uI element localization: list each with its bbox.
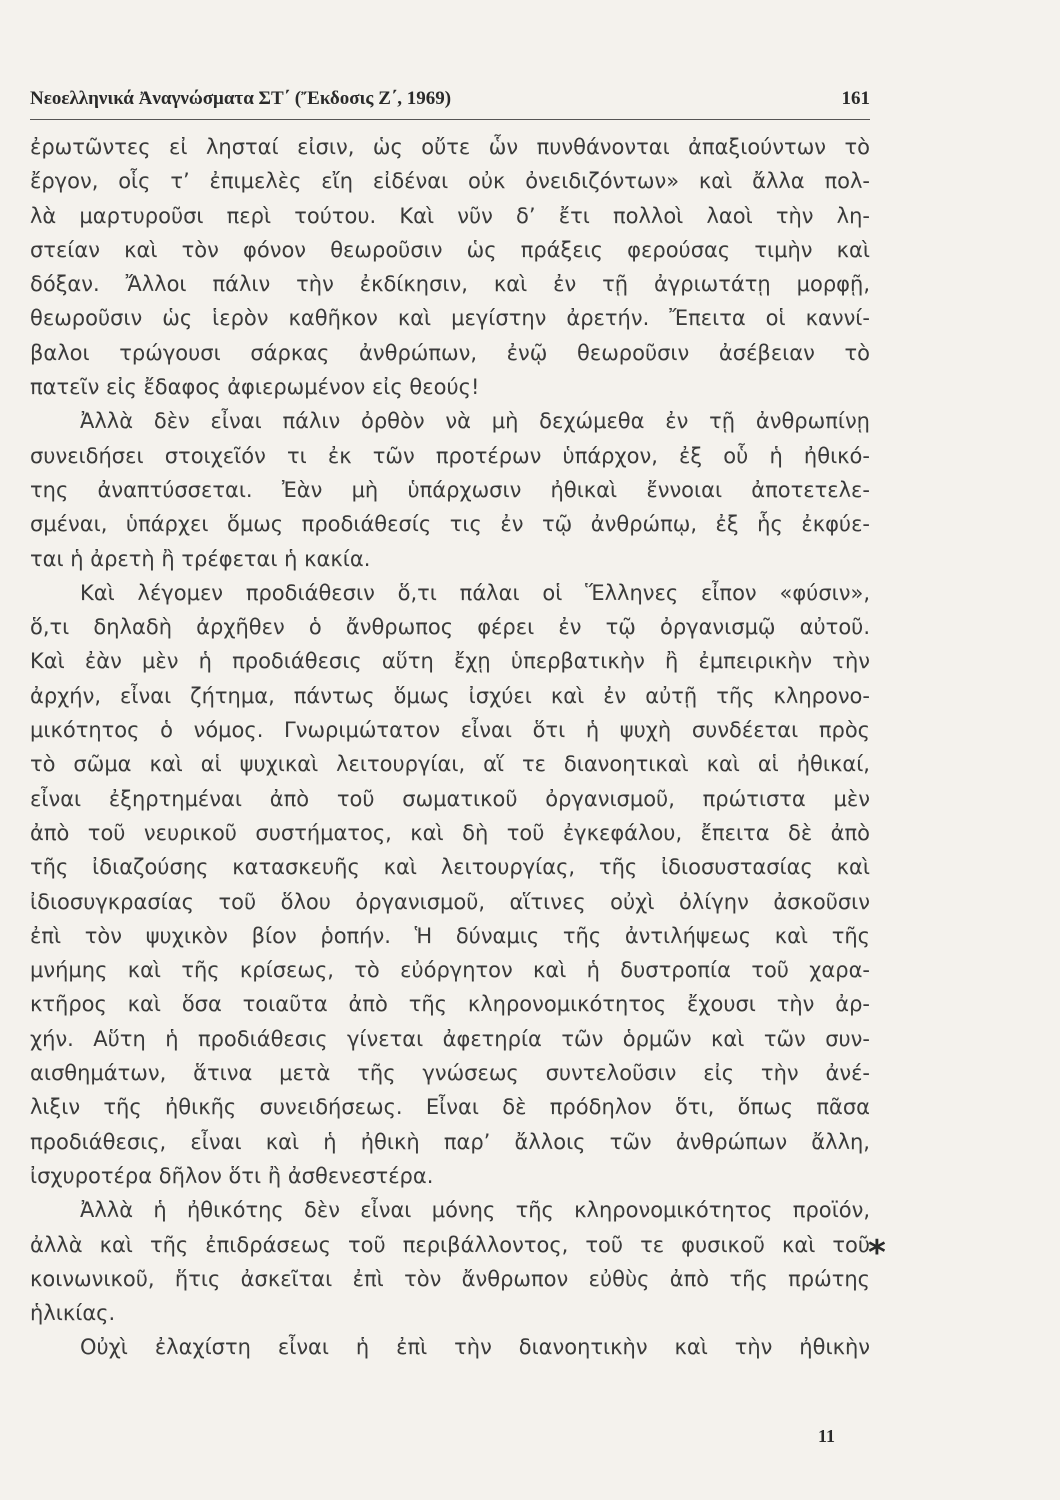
text-line: πατεῖν εἰς ἔδαφος ἀφιερωμένον εἰς θεούς! (30, 375, 480, 400)
text-line: στείαν καὶ τὸν φόνον θεωροῦσιν ὡς πράξεις φερούσας τιμὴν καὶ (30, 237, 870, 262)
signature-mark: 11 (818, 1426, 836, 1446)
margin-asterisk: * (868, 1233, 886, 1273)
text-line: ἔργον, οἷς τ’ ἐπιμελὲς εἴη εἰδέναι οὐκ ὀνειδιζόντων» καὶ ἄλλα πολ- (30, 169, 870, 194)
text-line: τῆς ἰδιαζούσης κατασκευῆς καὶ λειτουργίας, τῆς ἰδιοσυστασίας καὶ (30, 855, 870, 880)
text-line: Ἀλλὰ δὲν εἶναι πάλιν ὀρθὸν νὰ μὴ δεχώμεθα ἐν τῇ ἀνθρωπίνῃ (80, 409, 870, 434)
text-line: μικότητος ὁ νόμος. Γνωριμώτατον εἶναι ὅτι ἡ ψυχὴ συνδέεται πρὸς (30, 718, 870, 743)
text-line: ἀρχήν, εἶναι ζήτημα, πάντως ὅμως ἰσχύει καὶ ἐν αὐτῇ τῆς κληρονο- (30, 683, 870, 708)
text-line: θεωροῦσιν ὡς ἱερὸν καθῆκον καὶ μεγίστην ἀρετήν. Ἔπειτα οἱ καννί- (30, 306, 870, 331)
text-line: Καὶ ἐὰν μὲν ἡ προδιάθεσις αὕτη ἔχῃ ὑπερβατικὴν ἢ ἐμπειρικὴν τὴν (30, 649, 870, 674)
text-line: κτῆρος καὶ ὅσα τοιαῦτα ἀπὸ τῆς κληρονομικότητος ἔχουσι τὴν ἀρ- (30, 992, 870, 1017)
text-line: αισθημάτων, ἅτινα μετὰ τῆς γνώσεως συντελοῦσιν εἰς τὴν ἀνέ- (30, 1061, 870, 1086)
text-line: προδιάθεσις, εἶναι καὶ ἡ ἠθικὴ παρ’ ἄλλοις τῶν ἀνθρώπων ἄλλη, (30, 1129, 870, 1154)
page-number: 161 (841, 88, 870, 109)
text-line: κοινωνικοῦ, ἥτις ἀσκεῖται ἐπὶ τὸν ἄνθρωπον εὐθὺς ἀπὸ τῆς πρώτης (30, 1266, 870, 1291)
text-line: εἶναι ἐξηρτημέναι ἀπὸ τοῦ σωματικοῦ ὀργανισμοῦ, πρώτιστα μὲν (30, 786, 870, 811)
text-line: τὸ σῶμα καὶ αἱ ψυχικαὶ λειτουργίαι, αἵ τε διανοητικαὶ καὶ αἱ ἠθικαί, (30, 752, 870, 777)
text-line: Καὶ λέγομεν προδιάθεσιν ὅ,τι πάλαι οἱ Ἕλληνες εἶπον «φύσιν», (80, 580, 870, 605)
text-line: σμέναι, ὑπάρχει ὅμως προδιάθεσίς τις ἐν τῷ ἀνθρώπῳ, ἐξ ἧς ἐκφύε- (30, 512, 870, 537)
text-line: λὰ μαρτυροῦσι περὶ τούτου. Καὶ νῦν δ’ ἔτι πολλοὶ λαοὶ τὴν λη- (30, 203, 870, 228)
header-title: Νεοελληνικά Ἀναγνώσματα ΣΤ΄ (Ἔκδοσις Ζ΄, 1969) (30, 88, 452, 109)
text-line: Οὐχὶ ἐλαχίστη εἶναι ἡ ἐπὶ τὴν διανοητικὴν καὶ τὴν ἠθικὴν (80, 1335, 870, 1360)
text-line: ἰσχυροτέρα δῆλον ὅτι ἢ ἀσθενεστέρα. (30, 1163, 434, 1188)
text-line: μνήμης καὶ τῆς κρίσεως, τὸ εὐόργητον καὶ ἡ δυστροπία τοῦ χαρα- (30, 958, 870, 983)
text-line: δόξαν. Ἄλλοι πάλιν τὴν ἐκδίκησιν, καὶ ἐν τῇ ἀγριωτάτῃ μορφῇ, (30, 272, 870, 297)
text-line: ἐπὶ τὸν ψυχικὸν βίον ῥοπήν. Ἡ δύναμις τῆς ἀντιλήψεως καὶ τῆς (30, 923, 870, 948)
text-line: Ἀλλὰ ἡ ἠθικότης δὲν εἶναι μόνης τῆς κληρονομικότητος προϊόν, (80, 1198, 870, 1223)
body-text (30, 130, 870, 1365)
text-line: ὅ,τι δηλαδὴ ἀρχῆθεν ὁ ἄνθρωπος φέρει ἐν τῷ ὀργανισμῷ αὐτοῦ. (30, 615, 870, 640)
header-rule (30, 119, 870, 120)
text-line: ἐρωτῶντες εἰ λησταί εἰσιν, ὡς οὔτε ὧν πυνθάνονται ἀπαξιούντων τὸ (30, 135, 870, 159)
text-line: λιξιν τῆς ἠθικῆς συνειδήσεως. Εἶναι δὲ πρόδηλον ὅτι, ὅπως πᾶσα (30, 1095, 870, 1120)
text-line: χήν. Αὕτη ἡ προδιάθεσις γίνεται ἀφετηρία τῶν ὁρμῶν καὶ τῶν συν- (30, 1026, 870, 1051)
text-line: ἡλικίας. (30, 1301, 116, 1326)
text-line: της ἀναπτύσσεται. Ἐὰν μὴ ὑπάρχωσιν ἠθικαὶ ἔννοιαι ἀποτετελε- (30, 477, 870, 502)
text-line: ἀπὸ τοῦ νευρικοῦ συστήματος, καὶ δὴ τοῦ ἐγκεφάλου, ἔπειτα δὲ ἀπὸ (30, 820, 870, 845)
text-line: συνειδήσει στοιχεῖόν τι ἐκ τῶν προτέρων ὑπάρχον, ἐξ οὗ ἡ ἠθικό- (30, 443, 870, 468)
text-line: ἀλλὰ καὶ τῆς ἐπιδράσεως τοῦ περιβάλλοντος, τοῦ τε φυσικοῦ καὶ τοῦ (30, 1232, 870, 1257)
text-line: ἰδιοσυγκρασίας τοῦ ὅλου ὀργανισμοῦ, αἵτινες οὐχὶ ὀλίγην ἀσκοῦσιν (30, 889, 870, 914)
text-line: ται ἡ ἀρετὴ ἢ τρέφεται ἡ κακία. (30, 546, 371, 571)
text-line: βαλοι τρώγουσι σάρκας ἀνθρώπων, ἐνῷ θεωροῦσιν ἀσέβειαν τὸ (30, 340, 870, 365)
running-header (30, 88, 870, 114)
